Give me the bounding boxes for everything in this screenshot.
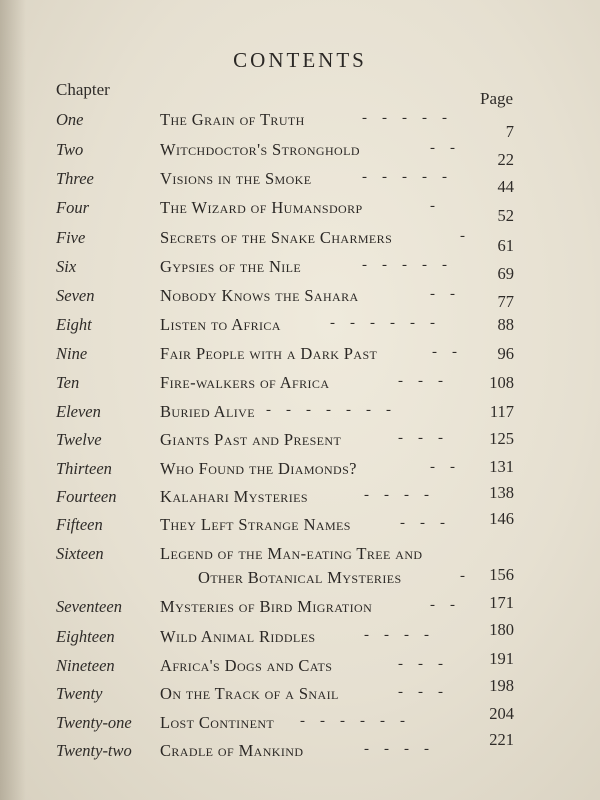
chapter-number: Eight — [56, 315, 92, 334]
toc-row — [0, 198, 600, 224]
page-number: 108 — [489, 373, 514, 392]
chapter-number: Fourteen — [56, 487, 117, 506]
toc-row — [0, 730, 600, 767]
toc-row — [0, 110, 600, 141]
toc-row — [0, 373, 600, 399]
chapter-number: Two — [56, 140, 84, 159]
chapter-number: Five — [56, 228, 86, 247]
chapter-title: Mysteries of Bird Migration — [160, 597, 373, 616]
toc-row — [0, 257, 600, 283]
page-number: 125 — [489, 429, 514, 448]
page-number: 146 — [489, 509, 514, 528]
chapter-number: Fifteen — [56, 515, 103, 534]
toc-row — [0, 140, 600, 169]
chapter-number: Twenty-two — [56, 741, 132, 760]
chapter-title: Secrets of the Snake Charmers — [160, 228, 393, 247]
chapter-title: Gypsies of the Nile — [160, 257, 302, 276]
page-number: 131 — [489, 457, 514, 476]
toc-row — [0, 344, 600, 370]
chapter-title-continued: Other Botanical Mysteries — [198, 568, 402, 587]
leader-dashes: - - - - — [364, 627, 429, 643]
page-number: 138 — [489, 483, 514, 502]
chapter-title: Who Found the Diamonds? — [160, 459, 357, 478]
page-number: 77 — [497, 292, 514, 311]
leader-dashes: - - - — [398, 684, 443, 700]
chapter-title: Wild Animal Riddles — [160, 627, 316, 646]
leader-dashes: - — [460, 568, 465, 584]
page-number: 88 — [497, 315, 514, 334]
toc-row — [0, 286, 600, 312]
chapter-title: Visions in the Smoke — [160, 169, 312, 188]
chapter-title: Fair People with a Dark Past — [160, 344, 378, 363]
leader-dashes: - - - - - — [362, 110, 447, 126]
chapter-title: The Wizard of Humansdorp — [160, 198, 363, 217]
chapter-column-header: Chapter — [56, 80, 110, 99]
chapter-title: Lost Continent — [160, 713, 275, 732]
page-number: 44 — [497, 177, 514, 196]
chapter-title: Witchdoctor's Stronghold — [160, 140, 360, 159]
page-number: 61 — [497, 236, 514, 255]
leader-dashes: - - — [432, 344, 457, 360]
chapter-number: Sixteen — [56, 544, 104, 563]
chapter-title: Listen to Africa — [160, 315, 281, 334]
chapter-title: Giants Past and Present — [160, 430, 342, 449]
chapter-number: Eighteen — [56, 627, 115, 646]
chapter-title: The Grain of Truth — [160, 110, 305, 129]
page-number: 171 — [489, 593, 514, 612]
toc-row — [0, 509, 600, 541]
toc-row — [0, 315, 600, 341]
page-number: 191 — [489, 649, 514, 668]
chapter-number: One — [56, 110, 84, 129]
chapter-title: Legend of the Man-eating Tree and — [160, 544, 423, 563]
toc-row — [0, 430, 600, 456]
page-number: 156 — [489, 565, 514, 584]
leader-dashes: - - - - - - - — [266, 402, 391, 418]
page-number: 52 — [497, 206, 514, 225]
page-column-header: Page — [480, 89, 514, 108]
contents-heading: CONTENTS — [233, 48, 367, 72]
chapter-title: Cradle of Mankind — [160, 741, 304, 760]
chapter-title: Fire-walkers of Africa — [160, 373, 330, 392]
chapter-number: Ten — [56, 373, 80, 392]
chapter-title: On the Track of a Snail — [160, 684, 339, 703]
chapter-number: Six — [56, 257, 77, 276]
leader-dashes: - - — [430, 286, 455, 302]
page-number: 96 — [497, 344, 514, 363]
leader-dashes: - - - - — [364, 487, 429, 503]
leader-dashes: - — [430, 198, 435, 214]
page-number: 204 — [489, 704, 514, 723]
leader-dashes: - - — [430, 140, 455, 156]
page-number: 22 — [497, 150, 514, 169]
leader-dashes: - - - — [398, 373, 443, 389]
chapter-number: Four — [56, 198, 89, 217]
page-number: 69 — [497, 264, 514, 283]
page-number: 117 — [489, 402, 514, 421]
page-number: 7 — [505, 122, 514, 141]
leader-dashes: - - - - - — [362, 257, 447, 273]
page-number: 221 — [489, 730, 514, 749]
chapter-number: Twelve — [56, 430, 102, 449]
toc-row — [0, 169, 600, 195]
chapter-number: Eleven — [56, 402, 101, 421]
chapter-number: Three — [56, 169, 94, 188]
chapter-number: Twenty-one — [56, 713, 132, 732]
leader-dashes: - — [460, 228, 465, 244]
chapter-title: Africa's Dogs and Cats — [160, 656, 333, 675]
toc-row — [0, 228, 600, 254]
chapter-number: Twenty — [56, 684, 103, 703]
chapter-title: Kalahari Mysteries — [160, 487, 308, 506]
leader-dashes: - - - - - - — [300, 713, 405, 729]
chapter-number: Nine — [56, 344, 88, 363]
chapter-number: Thirteen — [56, 459, 112, 478]
page-number: 198 — [489, 676, 514, 695]
chapter-title: Nobody Knows the Sahara — [160, 286, 359, 305]
page-number: 180 — [489, 620, 514, 639]
leader-dashes: - - - - - - — [330, 315, 435, 331]
chapter-title: Buried Alive — [160, 402, 255, 421]
leader-dashes: - - - — [400, 515, 445, 531]
chapter-number: Seventeen — [56, 597, 122, 616]
leader-dashes: - - - - — [364, 741, 429, 757]
leader-dashes: - - - — [398, 430, 443, 446]
chapter-title: They Left Strange Names — [160, 515, 351, 534]
leader-dashes: - - — [430, 459, 455, 475]
leader-dashes: - - - — [398, 656, 443, 672]
leader-dashes: - - - - - — [362, 169, 447, 185]
chapter-number: Seven — [56, 286, 95, 305]
toc-row — [0, 402, 600, 428]
toc-row — [0, 459, 600, 485]
chapter-number: Nineteen — [56, 656, 115, 675]
leader-dashes: - - — [430, 597, 455, 613]
